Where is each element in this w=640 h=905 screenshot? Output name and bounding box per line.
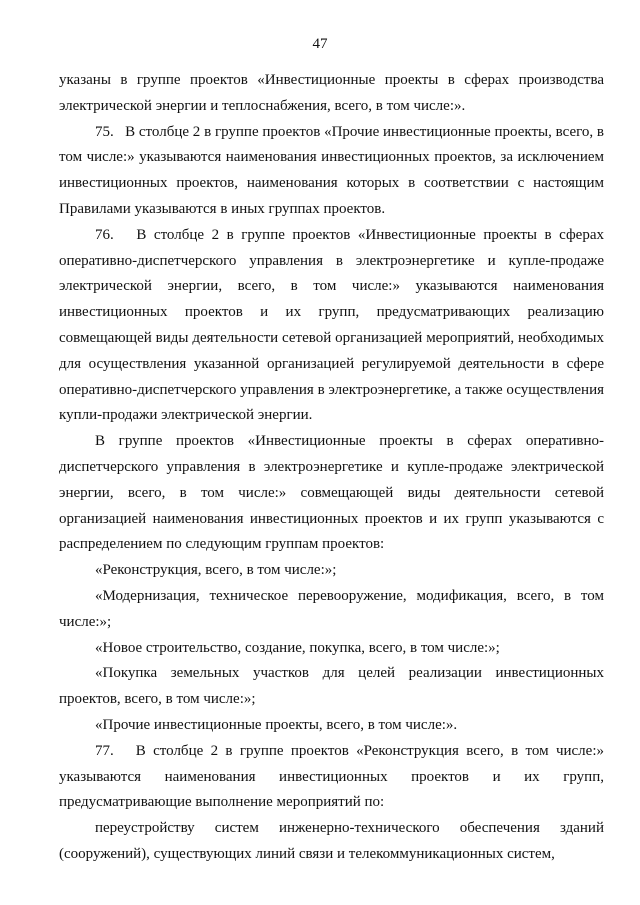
document-body: [59, 68, 604, 868]
paragraph-75: 75. В столбце 2 в группе проектов «Прочие инвестиционные проекты, всего, в том числе:» указываются наименования инвестиционных проектов, за исключением инвестиционных проектов, наименования которых в соответствии с настоящим Правилами указываются в иных группах проектов.: [59, 123, 604, 217]
paragraph-76: 76. В столбце 2 в группе проектов «Инвестиционные проекты в сферах оперативно-диспетчерского управления в электроэнергетике и купле-продаже электрической энергии, всего, в том числе:» указываются наименования инвестиционных проектов и их групп, предусматривающих реализацию совмещающей виды деятельности сетевой организацией мероприятий, необходимых для осуществления указанной организацией регулируемой деятельности в сфере оперативно-диспетчерского управления в электроэнергетике, а также осуществления купли-продажи электрической энергии.: [59, 226, 604, 424]
paragraph-continuation: указаны в группе проектов «Инвестиционные проекты в сферах производства электрической энергии и теплоснабжения, всего, в том числе:».: [59, 72, 604, 114]
list-item-other-projects: «Прочие инвестиционные проекты, всего, в том числе:».: [95, 716, 458, 733]
list-item-reconstruction: «Реконструкция, всего, в том числе:»;: [95, 562, 337, 579]
list-item-new-construction: «Новое строительство, создание, покупка, всего, в том числе:»;: [95, 639, 500, 656]
paragraph-rearrangement: переустройству систем инженерно-технического обеспечения зданий (сооружений), существующих линий связи и телекоммуникационных систем,: [59, 820, 604, 862]
page-number: 47: [312, 36, 328, 52]
list-item-modernization: «Модернизация, техническое перевооружение, модификация, всего, в том числе:»;: [59, 587, 604, 630]
paragraph-group-distribution: В группе проектов «Инвестиционные проекты в сферах оперативно-диспетчерского управления в электроэнергетике и купле-продаже электрической энергии, всего, в том числе:» совмещающей виды деятельности сетевой организацией наименования инвестиционных проектов и их групп указываются с распределением по следующим группам проектов:: [59, 433, 604, 553]
paragraph-77: 77. В столбце 2 в группе проектов «Реконструкция всего, в том числе:» указываются наименования инвестиционных проектов и их групп, предусматривающие выполнение мероприятий по:: [59, 742, 604, 811]
list-item-land-purchase: «Покупка земельных участков для целей реализации инвестиционных проектов, всего, в том числе:»;: [59, 665, 604, 708]
